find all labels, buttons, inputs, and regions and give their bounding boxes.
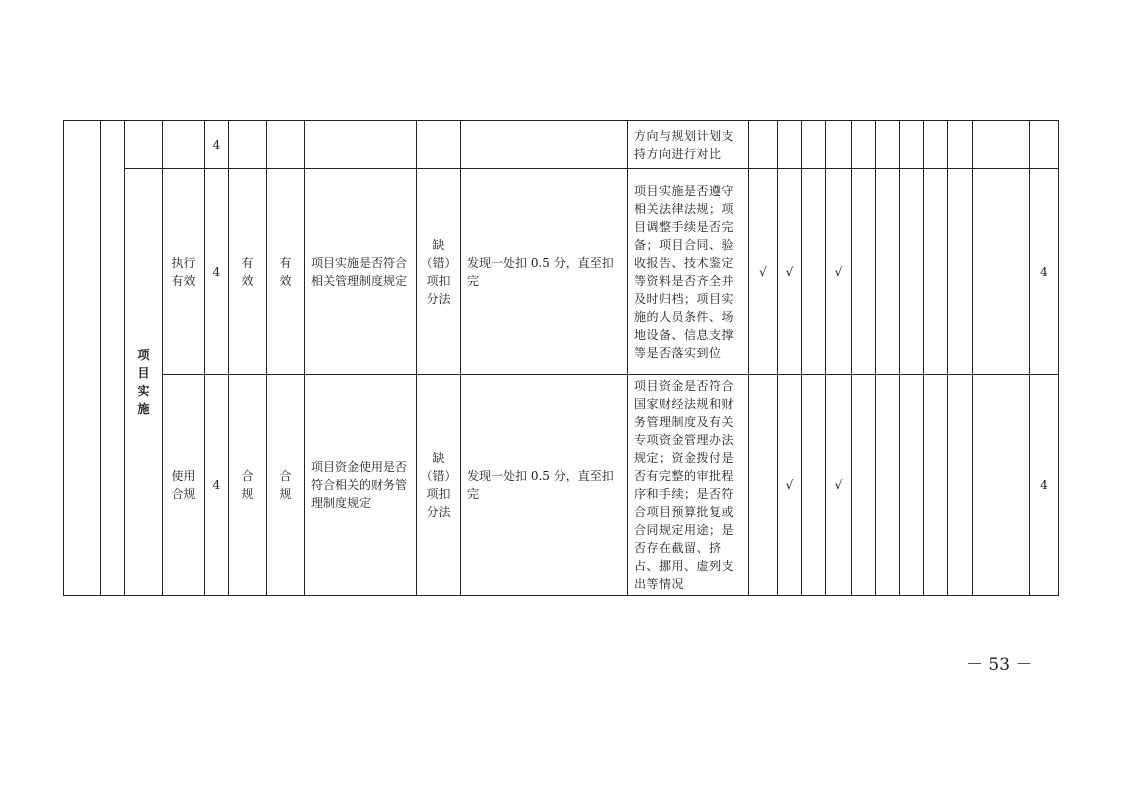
score-cell: 4 xyxy=(1030,169,1059,375)
method-cell: 缺 （错） 项扣 分法 xyxy=(417,169,461,375)
method-cell: 缺 （错） 项扣 分法 xyxy=(417,375,461,596)
actual-cell: 有 效 xyxy=(267,169,305,375)
check-cell xyxy=(852,169,876,375)
indicator-cell xyxy=(163,121,205,169)
indicator-cell: 执行 有效 xyxy=(163,169,205,375)
target-cell xyxy=(229,121,267,169)
check-cell xyxy=(876,169,900,375)
check-cell: √ xyxy=(826,169,852,375)
check-cell xyxy=(900,375,924,596)
target-cell: 合 规 xyxy=(229,375,267,596)
weight-cell: 4 xyxy=(205,121,229,169)
check-cell xyxy=(924,375,948,596)
section-cell xyxy=(125,121,163,169)
rule-cell xyxy=(461,121,628,169)
level2-cell xyxy=(101,121,125,596)
level1-cell xyxy=(64,121,101,596)
check-cell: √ xyxy=(749,169,778,375)
score-cell: 4 xyxy=(1030,375,1059,596)
rule-cell: 发现一处扣 0.5 分，直至扣完 xyxy=(461,169,628,375)
check-cell xyxy=(948,169,973,375)
check-cell: √ xyxy=(826,375,852,596)
actual-cell: 合 规 xyxy=(267,375,305,596)
desc-cell: 项目资金是否符合国家财经法规和财务管理制度及有关专项资金管理办法规定；资金拨付是否有完整的审批程序和手续；是否符合项目预算批复或合同规定用途；是否存在截留、挤占、挪用、虚列支出等情况 xyxy=(628,375,749,596)
page-number: － 53 － xyxy=(966,655,1033,675)
section-label: 项 目 实 施 xyxy=(125,169,163,596)
table-row xyxy=(64,121,1059,169)
check-cell xyxy=(900,169,924,375)
rule-cell: 发现一处扣 0.5 分，直至扣完 xyxy=(461,375,628,596)
actual-cell xyxy=(267,121,305,169)
check-cell: √ xyxy=(778,375,802,596)
check-cell xyxy=(876,375,900,596)
check-cell xyxy=(852,375,876,596)
weight-cell: 4 xyxy=(205,375,229,596)
check-cell xyxy=(948,375,973,596)
check-cell xyxy=(802,169,826,375)
standard-cell: 项目资金使用是否符合相关的财务管理制度规定 xyxy=(305,375,417,596)
check-cell xyxy=(924,169,948,375)
weight-cell: 4 xyxy=(205,169,229,375)
standard-cell: 项目实施是否符合相关管理制度规定 xyxy=(305,169,417,375)
evaluation-table xyxy=(63,120,1059,596)
target-cell: 有 效 xyxy=(229,169,267,375)
standard-cell xyxy=(305,121,417,169)
check-cell xyxy=(802,375,826,596)
desc-cell: 项目实施是否遵守相关法律法规；项目调整手续是否完备；项目合同、验收报告、技术鉴定等资料是否齐全并及时归档；项目实施的人员条件、场地设备、信息支撑等是否落实到位 xyxy=(628,169,749,375)
check-cell: √ xyxy=(778,169,802,375)
table-row xyxy=(64,375,1059,596)
desc-cell: 方向与规划计划支持方向进行对比 xyxy=(628,121,749,169)
method-cell xyxy=(417,121,461,169)
indicator-cell: 使用 合规 xyxy=(163,375,205,596)
table-row xyxy=(64,169,1059,375)
check-cell xyxy=(749,375,778,596)
